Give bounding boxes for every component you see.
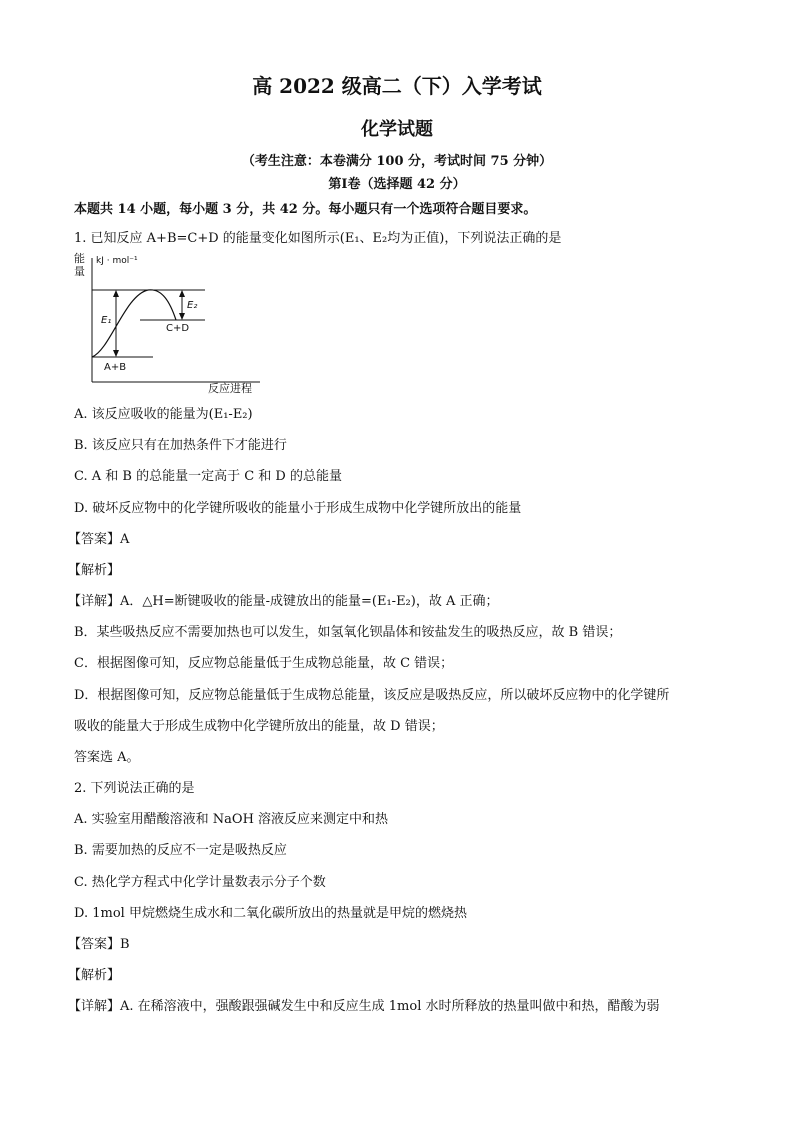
exam-subtitle: 化学试题 xyxy=(361,119,433,140)
products-label: C+D xyxy=(166,323,190,334)
y-axis-label-1: 能 xyxy=(74,252,85,265)
x-axis-label: 反应进程 xyxy=(208,382,252,395)
exam-note: （考生注意：本卷满分 100 分，考试时间 75 分钟） xyxy=(241,154,553,169)
e2-arrowhead-down xyxy=(179,313,185,320)
q2-analysis: 【解析】 xyxy=(68,968,121,983)
q1-detail-line: B．某些吸热反应不需要加热也可以发生，如氢氧化钡晶体和铵盐发生的吸热反应，故 B 错误； xyxy=(74,625,622,640)
q1-detail-line: C．根据图像可知，反应物总能量低于生成物总能量，故 C 错误； xyxy=(74,656,454,671)
q1-option-a: A. 该反应吸收的能量为(E₁-E₂) xyxy=(74,407,253,422)
q1-detail-line: 【详解】A．△H=断键吸收的能量-成键放出的能量=(E₁-E₂)，故 A 正确； xyxy=(68,594,499,609)
reactants-label: A+B xyxy=(104,362,127,373)
q1-stem: 1. 已知反应 A+B=C+D 的能量变化如图所示(E₁、E₂均为正值)，下列说法正确的是 xyxy=(74,231,562,246)
unit-label: kJ · mol⁻¹ xyxy=(96,256,138,266)
q1-option-c: C. A 和 B 的总能量一定高于 C 和 D 的总能量 xyxy=(74,469,342,484)
q2-option-c: C. 热化学方程式中化学计量数表示分子个数 xyxy=(74,875,326,890)
q1-option-d: D. 破坏反应物中的化学键所吸收的能量小于形成生成物中化学键所放出的能量 xyxy=(74,501,522,516)
e1-label: E₁ xyxy=(101,315,112,326)
q1-analysis: 【解析】 xyxy=(68,563,121,578)
q2-option-d: D. 1mol 甲烷燃烧生成水和二氧化碳所放出的热量就是甲烷的燃烧热 xyxy=(74,906,467,921)
q1-detail-line: D．根据图像可知，反应物总能量低于生成物总能量，该反应是吸热反应，所以破坏反应物中的化学键所 xyxy=(74,688,670,703)
e1-arrowhead-down xyxy=(113,350,119,357)
section-heading: 第Ⅰ卷（选择题 42 分） xyxy=(328,177,466,192)
q1-detail-line: 吸收的能量大于形成生成物中化学键所放出的能量，故 D 错误； xyxy=(74,719,444,734)
q2-option-a: A. 实验室用醋酸溶液和 NaOH 溶液反应来测定中和热 xyxy=(74,812,389,827)
exam-title: 高 2022 级高二（下）入学考试 xyxy=(252,74,542,98)
y-axis-label-2: 量 xyxy=(74,265,85,278)
instructions: 本题共 14 小题，每小题 3 分，共 42 分。每小题只有一个选项符合题目要求。 xyxy=(74,202,537,217)
q1-option-b: B. 该反应只有在加热条件下才能进行 xyxy=(74,438,287,453)
q1-detail-line: 答案选 A。 xyxy=(74,750,140,765)
e1-arrowhead-up xyxy=(113,290,119,297)
q1-answer: 【答案】A xyxy=(68,532,130,547)
e2-arrowhead-up xyxy=(179,290,185,297)
q2-stem: 2. 下列说法正确的是 xyxy=(74,781,195,796)
energy-diagram xyxy=(70,250,270,395)
q2-detail-line: 【详解】A. 在稀溶液中，强酸跟强碱发生中和反应生成 1mol 水时所释放的热量叫做中和热，醋酸为弱 xyxy=(68,999,660,1014)
q2-option-b: B. 需要加热的反应不一定是吸热反应 xyxy=(74,843,287,858)
q2-answer: 【答案】B xyxy=(68,937,130,952)
e2-label: E₂ xyxy=(187,300,198,311)
